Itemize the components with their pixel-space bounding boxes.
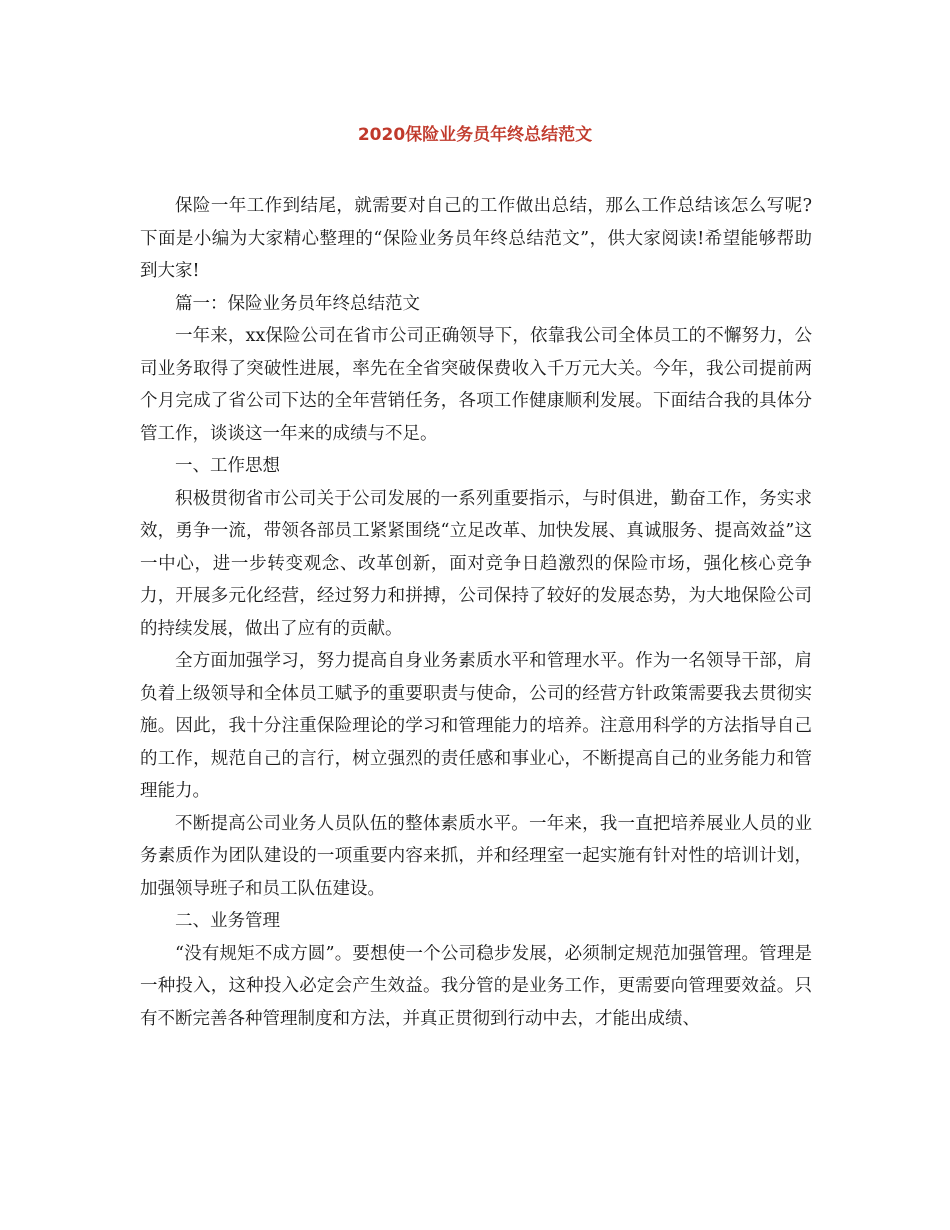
document-title: 2020保险业务员年终总结范文 [357, 125, 593, 145]
paragraph-year-overview: 一年来，xx保险公司在省市公司正确领导下，依靠我公司全体员工的不懈努力，公司业务取得了突破性进展，率先在全省突破保费收入千万元大关。今年，我公司提前两个月完成了省公司下达的全年营销任务，各项工作健康顺利发展。下面结合我的具体分管工作，谈谈这一年来的成绩与不足。 [140, 326, 812, 444]
paragraph-work-thinking: 积极贯彻省市公司关于公司发展的一系列重要指示，与时俱进，勤奋工作，务实求效，勇争一流，带领各部员工紧紧围绕“立足改革、加快发展、真诚服务、提高效益”这一中心，进一步转变观念、改革创新，面对竞争日趋激烈的保险市场，强化核心竞争力，开展多元化经营，经过努力和拼搏，公司保持了较好的发展态势，为大地保险公司的持续发展，做出了应有的贡献。 [140, 488, 812, 639]
section-heading-business-management: 二、业务管理 [175, 911, 280, 931]
paragraph-study: 全方面加强学习，努力提高自身业务素质水平和管理水平。作为一名领导干部，肩负着上级领导和全体员工赋予的重要职责与使命，公司的经营方针政策需要我去贯彻实施。因此，我十分注重保险理论的学习和管理能力的培养。注意用科学的方法指导自己的工作，规范自己的言行，树立强烈的责任感和事业心，不断提高自己的业务能力和管理能力。 [140, 651, 812, 801]
paragraph-business-management: “没有规矩不成方圆”。要想使一个公司稳步发展，必须制定规范加强管理。管理是一种投入，这种投入必定会产生效益。我分管的是业务工作，更需要向管理要效益。只有不断完善各种管理制度和方法，并真正贯彻到行动中去，才能出成绩、 [140, 943, 812, 1029]
paragraph-team-quality: 不断提高公司业务人员队伍的整体素质水平。一年来，我一直把培养展业人员的业务素质作为团队建设的一项重要内容来抓，并和经理室一起实施有针对性的培训计划，加强领导班子和员工队伍建设。 [140, 813, 812, 899]
paragraph-intro: 保险一年工作到结尾，就需要对自己的工作做出总结，那么工作总结该怎么写呢?下面是小编为大家精心整理的“保险业务员年终总结范文”，供大家阅读!希望能够帮助到大家! [140, 196, 812, 281]
section-heading-work-thinking: 一、工作思想 [175, 456, 280, 476]
document-body [140, 190, 812, 1035]
section-heading-part-one: 篇一：保险业务员年终总结范文 [175, 293, 420, 314]
